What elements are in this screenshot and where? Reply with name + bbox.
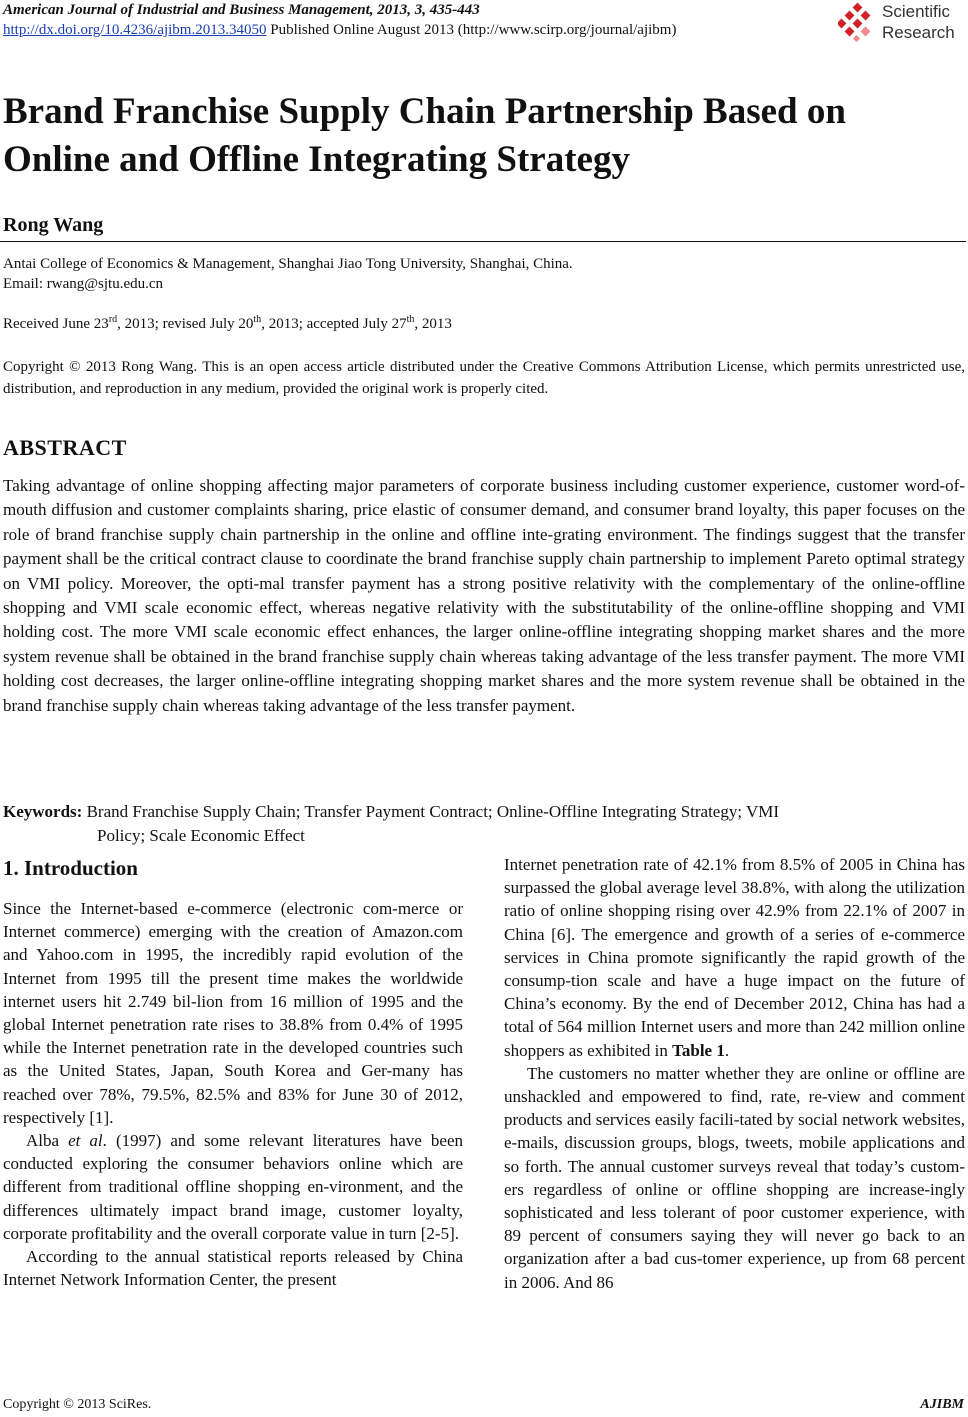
keywords-label: Keywords:: [3, 802, 83, 821]
copyright-notice: Copyright © 2013 Rong Wang. This is an open access article distributed under the Creative Commons Attribution License, which permits unrestricted use, distribution, and reproduction in any medium, provided the original work is properly cited.: [3, 359, 965, 397]
keywords-line-2: Policy; Scale Economic Effect: [97, 826, 305, 845]
abstract-body: Taking advantage of online shopping affecting major parameters of corporate business including customer experience, customer word-of-mouth diffusion and customer complaints sharing, price elastic of consumer demand, and consumer brand loyalty, this paper focuses on the role of brand franchise supply chain partnership in the online and offline inte-grating environment. The findings suggest that the transfer payment shall be the critical contract clause to coordinate the brand franchise supply chain partnership to implement Pareto optimal strategy on VMI policy. Moreover, the opti-mal transfer payment has a strong positive relativity with the complementary of the online-offline shopping and VMI scale economic effect, whereas negative relativity with the substitutability of the online-offline shopping and VMI holding cost. The more VMI scale economic effect enhances, the larger online-offline integrating shopping market shares and the more system revenue shall be obtained in the brand franchise supply chain whereas taking advantage of the less transfer payment. The more VMI holding cost decreases, the larger online-offline integrating shopping market shares and the more system revenue shall be obtained in the brand franchise supply chain whereas taking advantage of the less transfer payment.: [3, 476, 965, 715]
paragraph: The customers no matter whether they are online or offline are unshackled and empowered to find, rate, re-view and comment products and services easily facili-tated by social network websites, e-mails, discussion groups, blogs, tweets, mobile applications and so forth. The annual customer surveys reveal that today’s custom-ers regardless of online or offline shopping are increase-ingly sophisticated and less tolerant of poor customer experience, with 89 percent of consumers saying they will never go back to an organization after a bad cus-tomer experience, up from 68 percent in 2006. And 86: [504, 1063, 965, 1292]
journal-citation: American Journal of Industrial and Business Management, 2013, 3, 435-443: [3, 2, 480, 18]
footer-copyright: Copyright © 2013 SciRes.: [3, 1397, 152, 1412]
logo-text-scientific: Scientific: [882, 2, 951, 21]
received-dates: Received June 23rd, 2013; revised July 20th, 2013; accepted July 27th, 2013: [3, 314, 452, 332]
paragraph: Alba et al. (1997) and some relevant literatures have been conducted exploring the consumer behaviors online which are different from traditional offline shopping en-vironment, and the differences ultimately impact brand image, customer loyalty, corporate profitability and the overall corporate value in turn [2-5].: [3, 1131, 463, 1243]
title-divider: [0, 241, 966, 242]
paper-title: [3, 88, 963, 184]
section-heading-introduction: 1. Introduction: [3, 856, 138, 880]
published-text: Published Online August 2013 (http://www.scirp.org/journal/ajibm): [266, 22, 677, 38]
doi-line: [3, 22, 676, 39]
keywords: [3, 800, 965, 848]
title-line-2: Online and Offline Integrating Strategy: [3, 139, 630, 180]
author-email: Email: rwang@sjtu.edu.cn: [3, 276, 164, 292]
title-line-1: Brand Franchise Supply Chain Partnership Based on: [3, 91, 846, 132]
affiliation: Antai College of Economics & Management, Shanghai Jiao Tong University, Shanghai, China.: [3, 256, 573, 272]
publisher-logo: [836, 2, 966, 46]
logo-text-research: Research: [882, 23, 955, 42]
paragraph: Internet penetration rate of 42.1% from 8.5% of 2005 in China has surpassed the global average level 38.8%, with along the utilization ratio of online shopping rising over 42.9% from 22.1% of 2007 in China [6]. The emergence and growth of a series of e-commerce services in China promote significantly the rapid growth of the consump-tion scale and have a huge impact on the future of China’s economy. By the end of December 2012, China has had a total of 564 million Internet users and more than 242 million online shoppers as exhibited in Table 1.: [504, 855, 965, 1060]
doi-link[interactable]: http://dx.doi.org/10.4236/ajibm.2013.34050: [3, 22, 267, 38]
scientific-research-logo-icon: [838, 3, 878, 43]
abstract-heading: ABSTRACT: [3, 435, 127, 460]
paragraph: According to the annual statistical reports released by China Internet Network Information Center, the present: [3, 1247, 463, 1290]
left-column: [3, 897, 463, 1291]
footer-journal-abbrev: AJIBM: [920, 1397, 964, 1412]
keywords-line-1: Brand Franchise Supply Chain; Transfer Payment Contract; Online-Offline Integrating Strategy; VMI: [82, 802, 780, 821]
right-column: [504, 853, 965, 1294]
table-1-reference[interactable]: Table 1: [672, 1040, 725, 1060]
author-name: Rong Wang: [3, 214, 104, 236]
paragraph: Since the Internet-based e-commerce (electronic com-merce or Internet commerce) emerging with the creation of Amazon.com and Yahoo.com in 1995, the incredibly rapid evolution of the Internet from 1995 till the present time makes the worldwide internet users hit 2.749 bil-lion from 16 million of 1995 and the global Internet penetration rate rises to 38.8% from 0.4% of 1995 while the Internet penetration rate in the developed countries such as the United States, Japan, South Korea and Ger-many has reached over 78%, 79.5%, 82.5% and 83% for June 30 of 2012, respectively [1].: [3, 899, 463, 1127]
